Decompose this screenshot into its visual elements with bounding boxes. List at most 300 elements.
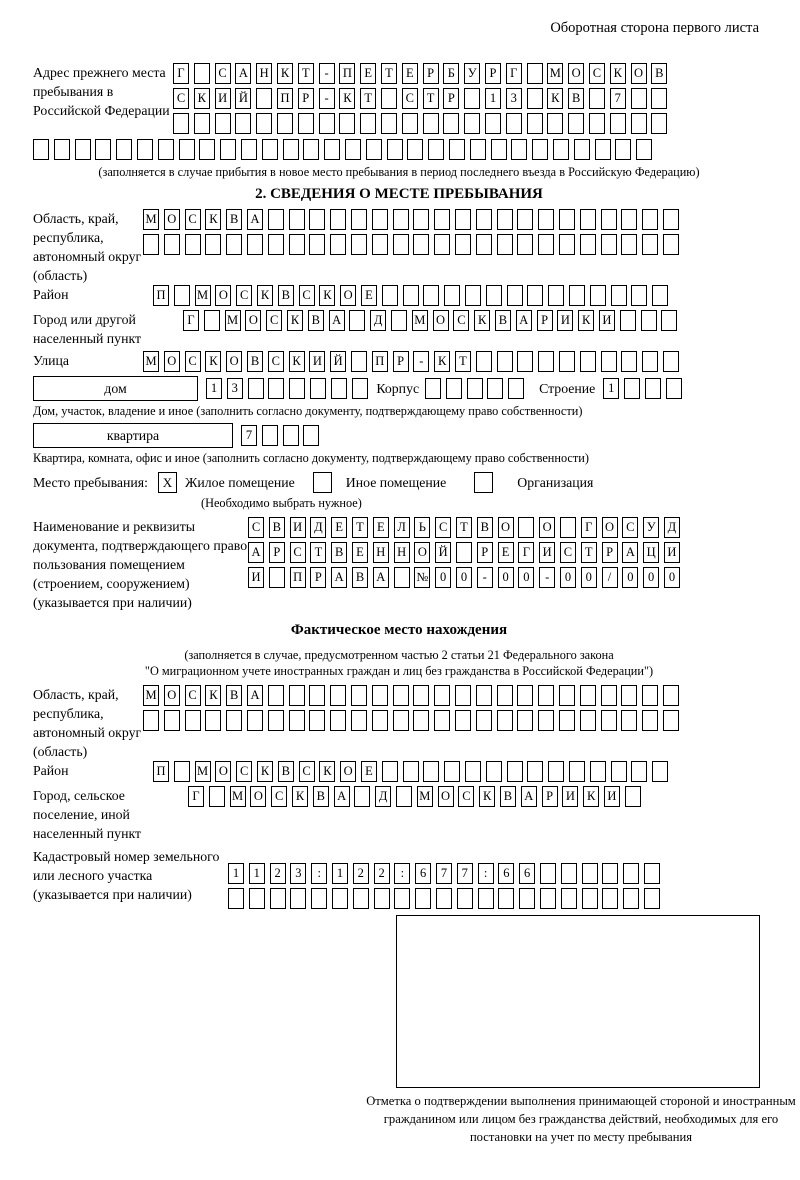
char-cell[interactable]: Й bbox=[435, 542, 451, 563]
char-cell[interactable]: Т bbox=[456, 517, 472, 538]
char-cell[interactable]: С bbox=[560, 542, 576, 563]
char-cell[interactable] bbox=[518, 517, 534, 538]
char-cell[interactable] bbox=[262, 425, 278, 446]
char-cell[interactable] bbox=[611, 285, 627, 306]
char-cell[interactable] bbox=[425, 378, 441, 399]
char-cell[interactable] bbox=[194, 113, 210, 134]
char-cell[interactable]: Й bbox=[235, 88, 251, 109]
char-cell[interactable]: 0 bbox=[498, 567, 514, 588]
char-cell[interactable]: Р bbox=[393, 351, 409, 372]
char-cell[interactable] bbox=[372, 685, 388, 706]
char-cell[interactable] bbox=[497, 685, 513, 706]
char-cell[interactable]: Е bbox=[331, 517, 347, 538]
char-cell[interactable] bbox=[610, 113, 626, 134]
char-cell[interactable] bbox=[517, 685, 533, 706]
char-cell[interactable] bbox=[456, 542, 472, 563]
char-cell[interactable]: С bbox=[290, 542, 306, 563]
char-cell[interactable] bbox=[498, 888, 514, 909]
char-cell[interactable] bbox=[559, 351, 575, 372]
char-cell[interactable]: 0 bbox=[664, 567, 680, 588]
char-cell[interactable] bbox=[179, 139, 195, 160]
char-cell[interactable] bbox=[457, 888, 473, 909]
char-cell[interactable] bbox=[519, 888, 535, 909]
char-cell[interactable]: Д bbox=[310, 517, 326, 538]
char-cell[interactable] bbox=[663, 351, 679, 372]
char-cell[interactable] bbox=[413, 209, 429, 230]
char-cell[interactable]: / bbox=[602, 567, 618, 588]
char-cell[interactable] bbox=[623, 888, 639, 909]
char-cell[interactable] bbox=[164, 234, 180, 255]
char-cell[interactable]: В bbox=[352, 567, 368, 588]
char-cell[interactable] bbox=[372, 209, 388, 230]
char-cell[interactable]: С bbox=[266, 310, 282, 331]
char-cell[interactable] bbox=[434, 234, 450, 255]
char-cell[interactable] bbox=[449, 139, 465, 160]
char-cell[interactable]: Д bbox=[370, 310, 386, 331]
char-cell[interactable] bbox=[642, 351, 658, 372]
char-cell[interactable] bbox=[476, 351, 492, 372]
char-cell[interactable]: Г bbox=[518, 542, 534, 563]
char-cell[interactable]: С bbox=[185, 351, 201, 372]
char-cell[interactable]: 1 bbox=[206, 378, 222, 399]
char-cell[interactable]: С bbox=[589, 63, 605, 84]
char-cell[interactable] bbox=[262, 139, 278, 160]
char-cell[interactable] bbox=[268, 234, 284, 255]
char-cell[interactable]: О bbox=[602, 517, 618, 538]
char-cell[interactable] bbox=[491, 139, 507, 160]
char-cell[interactable]: И bbox=[557, 310, 573, 331]
char-cell[interactable] bbox=[507, 761, 523, 782]
char-cell[interactable] bbox=[289, 209, 305, 230]
char-cell[interactable]: К bbox=[583, 786, 599, 807]
char-cell[interactable]: В bbox=[247, 351, 263, 372]
char-cell[interactable]: В bbox=[651, 63, 667, 84]
char-cell[interactable]: 3 bbox=[290, 863, 306, 884]
char-cell[interactable] bbox=[289, 685, 305, 706]
char-cell[interactable]: - bbox=[319, 63, 335, 84]
char-cell[interactable] bbox=[559, 685, 575, 706]
char-cell[interactable]: 2 bbox=[353, 863, 369, 884]
char-cell[interactable]: 6 bbox=[519, 863, 535, 884]
char-cell[interactable]: О bbox=[215, 761, 231, 782]
char-cell[interactable] bbox=[511, 139, 527, 160]
char-cell[interactable]: № bbox=[414, 567, 430, 588]
char-cell[interactable] bbox=[455, 710, 471, 731]
char-cell[interactable] bbox=[620, 310, 636, 331]
char-cell[interactable]: А bbox=[329, 310, 345, 331]
char-cell[interactable]: Б bbox=[443, 63, 459, 84]
char-cell[interactable] bbox=[164, 710, 180, 731]
char-cell[interactable]: Т bbox=[455, 351, 471, 372]
char-cell[interactable] bbox=[559, 209, 575, 230]
char-cell[interactable] bbox=[351, 685, 367, 706]
char-cell[interactable]: И bbox=[290, 517, 306, 538]
char-cell[interactable] bbox=[194, 63, 210, 84]
char-cell[interactable]: Р bbox=[310, 567, 326, 588]
char-cell[interactable]: Р bbox=[269, 542, 285, 563]
char-cell[interactable] bbox=[517, 710, 533, 731]
char-cell[interactable]: 7 bbox=[457, 863, 473, 884]
char-cell[interactable]: Р bbox=[443, 88, 459, 109]
char-cell[interactable] bbox=[548, 761, 564, 782]
char-cell[interactable] bbox=[33, 139, 49, 160]
char-cell[interactable]: И bbox=[309, 351, 325, 372]
char-cell[interactable] bbox=[324, 139, 340, 160]
char-cell[interactable] bbox=[569, 285, 585, 306]
char-cell[interactable] bbox=[446, 378, 462, 399]
char-cell[interactable] bbox=[538, 234, 554, 255]
house-type-field[interactable]: дом bbox=[33, 376, 198, 401]
char-cell[interactable] bbox=[330, 710, 346, 731]
char-cell[interactable]: : bbox=[394, 863, 410, 884]
char-cell[interactable]: 0 bbox=[518, 567, 534, 588]
char-cell[interactable] bbox=[561, 863, 577, 884]
char-cell[interactable] bbox=[423, 285, 439, 306]
char-cell[interactable]: Д bbox=[375, 786, 391, 807]
char-cell[interactable] bbox=[527, 63, 543, 84]
char-cell[interactable] bbox=[309, 710, 325, 731]
char-cell[interactable]: Р bbox=[542, 786, 558, 807]
char-cell[interactable]: К bbox=[289, 351, 305, 372]
char-cell[interactable] bbox=[611, 761, 627, 782]
char-cell[interactable] bbox=[434, 685, 450, 706]
char-cell[interactable] bbox=[538, 209, 554, 230]
char-cell[interactable]: О bbox=[438, 786, 454, 807]
char-cell[interactable]: 6 bbox=[498, 863, 514, 884]
char-cell[interactable] bbox=[538, 685, 554, 706]
char-cell[interactable]: Т bbox=[352, 517, 368, 538]
char-cell[interactable] bbox=[349, 310, 365, 331]
char-cell[interactable]: И bbox=[215, 88, 231, 109]
char-cell[interactable] bbox=[268, 378, 284, 399]
char-cell[interactable] bbox=[403, 285, 419, 306]
char-cell[interactable]: Д bbox=[664, 517, 680, 538]
char-cell[interactable]: К bbox=[474, 310, 490, 331]
char-cell[interactable] bbox=[158, 139, 174, 160]
char-cell[interactable] bbox=[268, 209, 284, 230]
char-cell[interactable] bbox=[330, 685, 346, 706]
char-cell[interactable] bbox=[663, 685, 679, 706]
char-cell[interactable]: Н bbox=[394, 542, 410, 563]
char-cell[interactable] bbox=[527, 113, 543, 134]
char-cell[interactable]: М bbox=[225, 310, 241, 331]
char-cell[interactable] bbox=[476, 209, 492, 230]
char-cell[interactable] bbox=[568, 113, 584, 134]
char-cell[interactable]: К bbox=[205, 685, 221, 706]
char-cell[interactable] bbox=[580, 685, 596, 706]
char-cell[interactable] bbox=[602, 888, 618, 909]
char-cell[interactable] bbox=[423, 761, 439, 782]
char-cell[interactable]: В bbox=[308, 310, 324, 331]
char-cell[interactable] bbox=[455, 209, 471, 230]
char-cell[interactable] bbox=[642, 234, 658, 255]
char-cell[interactable] bbox=[645, 378, 661, 399]
char-cell[interactable] bbox=[303, 139, 319, 160]
char-cell[interactable] bbox=[548, 285, 564, 306]
char-cell[interactable]: А bbox=[373, 567, 389, 588]
char-cell[interactable]: С bbox=[215, 63, 231, 84]
char-cell[interactable] bbox=[256, 88, 272, 109]
char-cell[interactable]: И bbox=[664, 542, 680, 563]
char-cell[interactable]: 2 bbox=[374, 863, 390, 884]
char-cell[interactable]: : bbox=[311, 863, 327, 884]
char-cell[interactable]: О bbox=[631, 63, 647, 84]
char-cell[interactable] bbox=[443, 113, 459, 134]
char-cell[interactable]: О bbox=[215, 285, 231, 306]
char-cell[interactable]: : bbox=[478, 863, 494, 884]
char-cell[interactable] bbox=[487, 378, 503, 399]
char-cell[interactable] bbox=[353, 888, 369, 909]
char-cell[interactable]: С bbox=[458, 786, 474, 807]
char-cell[interactable] bbox=[54, 139, 70, 160]
char-cell[interactable] bbox=[506, 113, 522, 134]
char-cell[interactable] bbox=[199, 139, 215, 160]
char-cell[interactable]: Р bbox=[477, 542, 493, 563]
char-cell[interactable]: К bbox=[292, 786, 308, 807]
char-cell[interactable]: К bbox=[205, 209, 221, 230]
checkbox-residential[interactable]: X bbox=[158, 472, 177, 493]
char-cell[interactable] bbox=[560, 517, 576, 538]
char-cell[interactable]: М bbox=[195, 761, 211, 782]
char-cell[interactable] bbox=[241, 139, 257, 160]
char-cell[interactable] bbox=[331, 378, 347, 399]
char-cell[interactable]: С bbox=[268, 351, 284, 372]
char-cell[interactable] bbox=[486, 285, 502, 306]
char-cell[interactable]: В bbox=[278, 285, 294, 306]
char-cell[interactable] bbox=[311, 888, 327, 909]
char-cell[interactable] bbox=[580, 351, 596, 372]
char-cell[interactable]: А bbox=[331, 567, 347, 588]
char-cell[interactable] bbox=[268, 710, 284, 731]
char-cell[interactable]: - bbox=[539, 567, 555, 588]
char-cell[interactable] bbox=[354, 786, 370, 807]
char-cell[interactable] bbox=[631, 113, 647, 134]
char-cell[interactable] bbox=[360, 113, 376, 134]
char-cell[interactable]: К bbox=[194, 88, 210, 109]
char-cell[interactable]: П bbox=[153, 761, 169, 782]
char-cell[interactable]: О bbox=[414, 542, 430, 563]
char-cell[interactable] bbox=[215, 113, 231, 134]
char-cell[interactable]: В bbox=[226, 685, 242, 706]
char-cell[interactable]: К bbox=[578, 310, 594, 331]
char-cell[interactable]: - bbox=[413, 351, 429, 372]
char-cell[interactable]: 0 bbox=[456, 567, 472, 588]
char-cell[interactable] bbox=[595, 139, 611, 160]
char-cell[interactable] bbox=[589, 113, 605, 134]
char-cell[interactable] bbox=[352, 378, 368, 399]
char-cell[interactable] bbox=[467, 378, 483, 399]
char-cell[interactable] bbox=[330, 234, 346, 255]
char-cell[interactable]: Р bbox=[298, 88, 314, 109]
char-cell[interactable] bbox=[444, 285, 460, 306]
char-cell[interactable] bbox=[642, 685, 658, 706]
char-cell[interactable] bbox=[394, 888, 410, 909]
char-cell[interactable] bbox=[289, 234, 305, 255]
char-cell[interactable]: Г bbox=[581, 517, 597, 538]
char-cell[interactable] bbox=[330, 209, 346, 230]
char-cell[interactable]: А bbox=[622, 542, 638, 563]
char-cell[interactable]: С bbox=[236, 761, 252, 782]
char-cell[interactable]: - bbox=[319, 88, 335, 109]
char-cell[interactable] bbox=[621, 351, 637, 372]
char-cell[interactable] bbox=[339, 113, 355, 134]
char-cell[interactable]: Н bbox=[373, 542, 389, 563]
char-cell[interactable] bbox=[601, 351, 617, 372]
char-cell[interactable] bbox=[621, 209, 637, 230]
char-cell[interactable]: Т bbox=[423, 88, 439, 109]
char-cell[interactable]: С bbox=[453, 310, 469, 331]
char-cell[interactable] bbox=[538, 351, 554, 372]
char-cell[interactable]: Е bbox=[373, 517, 389, 538]
char-cell[interactable] bbox=[644, 888, 660, 909]
char-cell[interactable] bbox=[601, 234, 617, 255]
char-cell[interactable] bbox=[601, 685, 617, 706]
char-cell[interactable] bbox=[310, 378, 326, 399]
char-cell[interactable] bbox=[601, 710, 617, 731]
char-cell[interactable]: 6 bbox=[415, 863, 431, 884]
char-cell[interactable] bbox=[623, 863, 639, 884]
char-cell[interactable] bbox=[289, 710, 305, 731]
char-cell[interactable] bbox=[381, 113, 397, 134]
char-cell[interactable] bbox=[497, 710, 513, 731]
char-cell[interactable]: В bbox=[226, 209, 242, 230]
char-cell[interactable] bbox=[351, 209, 367, 230]
char-cell[interactable]: У bbox=[464, 63, 480, 84]
char-cell[interactable] bbox=[185, 710, 201, 731]
char-cell[interactable] bbox=[470, 139, 486, 160]
char-cell[interactable] bbox=[415, 888, 431, 909]
char-cell[interactable]: Т bbox=[360, 88, 376, 109]
char-cell[interactable] bbox=[464, 88, 480, 109]
char-cell[interactable] bbox=[434, 710, 450, 731]
char-cell[interactable]: 1 bbox=[332, 863, 348, 884]
char-cell[interactable] bbox=[289, 378, 305, 399]
char-cell[interactable] bbox=[174, 285, 190, 306]
char-cell[interactable]: О bbox=[164, 351, 180, 372]
char-cell[interactable]: П bbox=[372, 351, 388, 372]
char-cell[interactable] bbox=[423, 113, 439, 134]
checkbox-organization[interactable] bbox=[474, 472, 493, 493]
char-cell[interactable] bbox=[615, 139, 631, 160]
char-cell[interactable]: М bbox=[412, 310, 428, 331]
char-cell[interactable]: У bbox=[643, 517, 659, 538]
char-cell[interactable] bbox=[268, 685, 284, 706]
char-cell[interactable] bbox=[517, 351, 533, 372]
char-cell[interactable] bbox=[391, 310, 407, 331]
char-cell[interactable] bbox=[403, 761, 419, 782]
char-cell[interactable]: А bbox=[247, 209, 263, 230]
char-cell[interactable] bbox=[226, 710, 242, 731]
char-cell[interactable]: О bbox=[539, 517, 555, 538]
char-cell[interactable] bbox=[582, 863, 598, 884]
char-cell[interactable] bbox=[345, 139, 361, 160]
char-cell[interactable]: К bbox=[434, 351, 450, 372]
char-cell[interactable]: И bbox=[539, 542, 555, 563]
char-cell[interactable] bbox=[95, 139, 111, 160]
char-cell[interactable] bbox=[478, 888, 494, 909]
char-cell[interactable] bbox=[143, 234, 159, 255]
char-cell[interactable]: С bbox=[435, 517, 451, 538]
char-cell[interactable]: Е bbox=[352, 542, 368, 563]
char-cell[interactable]: К bbox=[257, 285, 273, 306]
char-cell[interactable] bbox=[309, 685, 325, 706]
char-cell[interactable] bbox=[249, 888, 265, 909]
char-cell[interactable]: 0 bbox=[560, 567, 576, 588]
char-cell[interactable]: О bbox=[226, 351, 242, 372]
char-cell[interactable] bbox=[209, 786, 225, 807]
char-cell[interactable]: С bbox=[185, 685, 201, 706]
char-cell[interactable]: С bbox=[299, 761, 315, 782]
char-cell[interactable] bbox=[393, 234, 409, 255]
char-cell[interactable]: 7 bbox=[241, 425, 257, 446]
char-cell[interactable] bbox=[476, 685, 492, 706]
char-cell[interactable]: К bbox=[547, 88, 563, 109]
char-cell[interactable] bbox=[644, 863, 660, 884]
char-cell[interactable] bbox=[283, 425, 299, 446]
char-cell[interactable]: А bbox=[247, 685, 263, 706]
char-cell[interactable]: Е bbox=[360, 63, 376, 84]
checkbox-other-premises[interactable] bbox=[313, 472, 332, 493]
char-cell[interactable] bbox=[298, 113, 314, 134]
char-cell[interactable] bbox=[553, 139, 569, 160]
char-cell[interactable]: И bbox=[248, 567, 264, 588]
char-cell[interactable]: К bbox=[277, 63, 293, 84]
char-cell[interactable]: М bbox=[143, 209, 159, 230]
char-cell[interactable]: В bbox=[495, 310, 511, 331]
char-cell[interactable]: А bbox=[516, 310, 532, 331]
char-cell[interactable]: К bbox=[319, 285, 335, 306]
char-cell[interactable]: А bbox=[521, 786, 537, 807]
char-cell[interactable] bbox=[621, 710, 637, 731]
char-cell[interactable]: С bbox=[402, 88, 418, 109]
char-cell[interactable]: 3 bbox=[227, 378, 243, 399]
char-cell[interactable] bbox=[413, 685, 429, 706]
char-cell[interactable] bbox=[366, 139, 382, 160]
char-cell[interactable] bbox=[394, 567, 410, 588]
char-cell[interactable]: К bbox=[479, 786, 495, 807]
char-cell[interactable] bbox=[497, 209, 513, 230]
char-cell[interactable] bbox=[624, 378, 640, 399]
char-cell[interactable]: А bbox=[334, 786, 350, 807]
char-cell[interactable] bbox=[393, 710, 409, 731]
char-cell[interactable]: О bbox=[245, 310, 261, 331]
char-cell[interactable]: Т bbox=[298, 63, 314, 84]
char-cell[interactable]: 7 bbox=[436, 863, 452, 884]
char-cell[interactable]: Р bbox=[537, 310, 553, 331]
char-cell[interactable] bbox=[393, 685, 409, 706]
char-cell[interactable] bbox=[642, 209, 658, 230]
char-cell[interactable] bbox=[641, 310, 657, 331]
char-cell[interactable] bbox=[143, 710, 159, 731]
char-cell[interactable] bbox=[625, 786, 641, 807]
char-cell[interactable]: Е bbox=[402, 63, 418, 84]
char-cell[interactable]: В bbox=[278, 761, 294, 782]
char-cell[interactable] bbox=[185, 234, 201, 255]
char-cell[interactable] bbox=[589, 88, 605, 109]
char-cell[interactable]: С bbox=[248, 517, 264, 538]
char-cell[interactable]: П bbox=[290, 567, 306, 588]
char-cell[interactable] bbox=[580, 209, 596, 230]
char-cell[interactable] bbox=[455, 234, 471, 255]
char-cell[interactable]: С bbox=[622, 517, 638, 538]
char-cell[interactable] bbox=[402, 113, 418, 134]
char-cell[interactable] bbox=[205, 710, 221, 731]
char-cell[interactable] bbox=[464, 113, 480, 134]
char-cell[interactable] bbox=[205, 234, 221, 255]
char-cell[interactable]: 1 bbox=[603, 378, 619, 399]
char-cell[interactable] bbox=[309, 234, 325, 255]
char-cell[interactable] bbox=[507, 285, 523, 306]
